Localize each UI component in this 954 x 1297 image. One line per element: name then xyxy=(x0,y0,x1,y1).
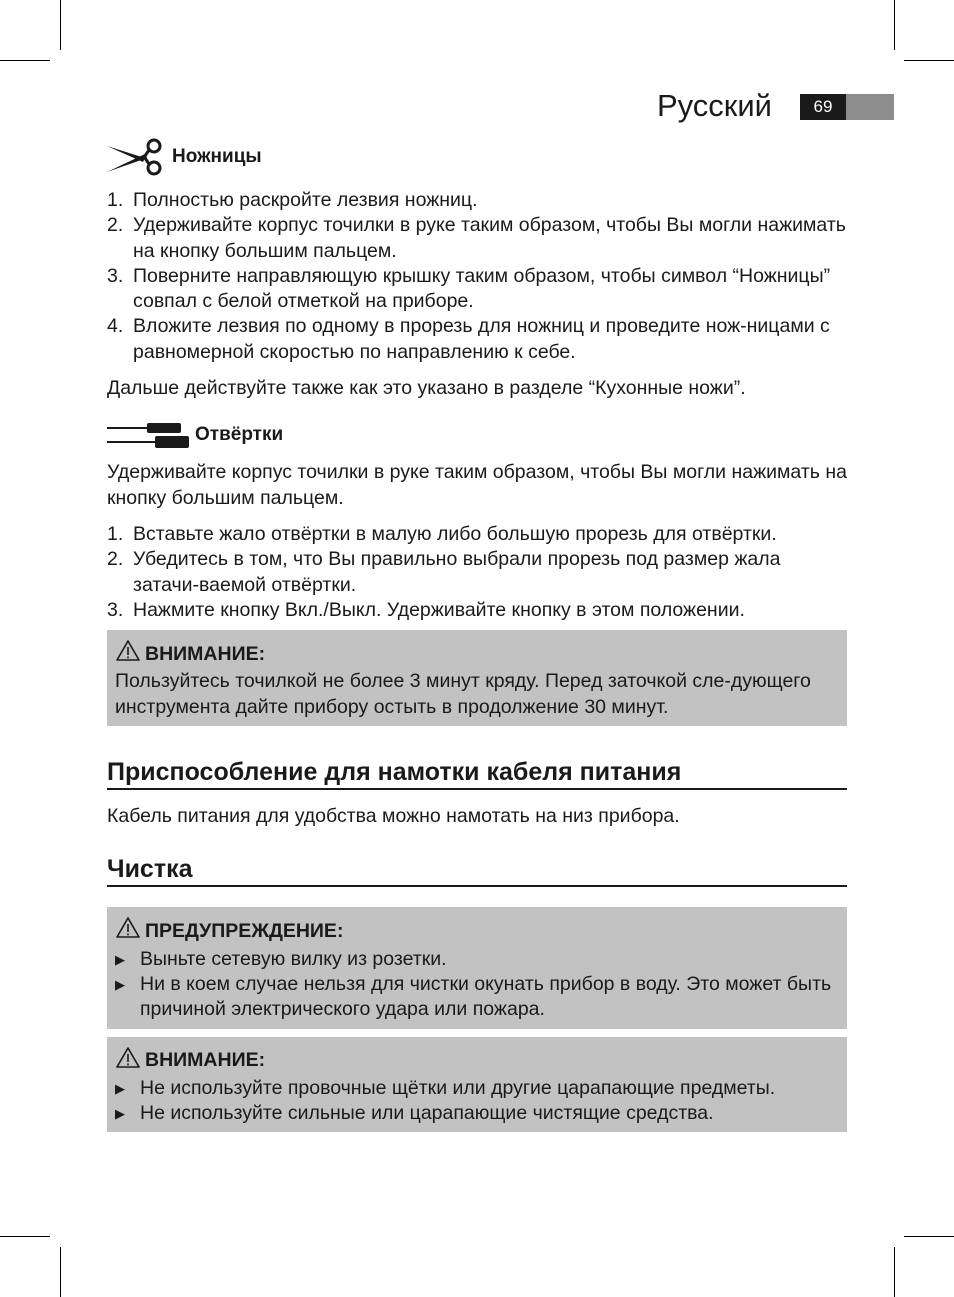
screwdrivers-steps xyxy=(107,522,847,623)
scissors-heading xyxy=(107,136,847,178)
list-item: ▶ Не используйте провочные щётки или другие царапающие предметы. xyxy=(115,1076,839,1101)
cable-section-title: Приспособление для намотки кабеля питания xyxy=(107,757,847,790)
scissors-steps xyxy=(107,188,847,365)
warning-triangle-icon xyxy=(115,1046,145,1076)
crop-mark xyxy=(0,60,50,61)
scissors-note: Дальше действуйте также как это указано в разделе “Кухонные ножи”. xyxy=(107,377,746,400)
warning-triangle-icon xyxy=(115,916,145,946)
page-language-title: Русский xyxy=(656,88,772,123)
caution-text: Пользуйтесь точилкой не более 3 минут кряду. Перед заточкой сле-дующего инструмента дайте прибору остыть в продолжение 30 минут. xyxy=(115,670,811,718)
bullet-arrow-icon: ▶ xyxy=(115,1080,125,1096)
bullet-arrow-icon: ▶ xyxy=(115,1106,125,1122)
caution-box xyxy=(107,1037,847,1133)
list-item: 2. Убедитесь в том, что Вы правильно выбрали прорезь под размер жала затачи-ваемой отвёртки. xyxy=(107,548,781,596)
caution-title: ВНИМАНИЕ: xyxy=(115,639,839,669)
crop-mark xyxy=(904,1236,954,1237)
page-number-bar xyxy=(846,94,894,120)
caution-title: ВНИМАНИЕ: xyxy=(115,1046,839,1076)
scissors-icon xyxy=(107,136,167,178)
list-item: 2. Удерживайте корпус точилки в руке таким образом, чтобы Вы могли нажимать на кнопку большим пальцем. xyxy=(107,214,846,262)
list-item: 3. Поверните направляющую крышку таким образом, чтобы символ “Ножницы” совпал с белой отметкой на приборе. xyxy=(107,264,831,313)
screwdrivers-icon xyxy=(107,417,191,451)
warning-box xyxy=(107,907,847,1028)
list-item: 3. Нажмите кнопку Вкл./Выкл. Удерживайте кнопку в этом положении. xyxy=(107,598,745,621)
cleaning-section-title: Чистка xyxy=(107,854,847,887)
list-item: 1. Вставьте жало отвёртки в малую либо большую прорезь для отвёртки. xyxy=(107,522,777,545)
crop-mark xyxy=(894,0,895,50)
list-item: 1. Полностью раскройте лезвия ножниц. xyxy=(107,189,478,211)
warning-title: ПРЕДУПРЕЖДЕНИЕ: xyxy=(115,916,839,946)
screwdrivers-heading-label: Отвёртки xyxy=(195,423,284,445)
bullet-arrow-icon: ▶ xyxy=(115,976,125,992)
crop-mark xyxy=(0,1236,50,1237)
screwdrivers-heading xyxy=(107,417,847,451)
caution-box xyxy=(107,630,847,726)
warning-triangle-icon xyxy=(115,639,145,669)
screwdrivers-intro: Удерживайте корпус точилки в руке таким образом, чтобы Вы могли нажимать на кнопку большим пальцем. xyxy=(107,461,847,509)
crop-mark xyxy=(904,60,954,61)
page-content xyxy=(107,130,847,1132)
bullet-arrow-icon: ▶ xyxy=(115,951,125,967)
scissors-heading-label: Ножницы xyxy=(172,146,262,168)
page-number: 69 xyxy=(800,94,846,120)
cable-section-text: Кабель питания для удобства можно намотать на низ прибора. xyxy=(107,805,680,828)
warning-list xyxy=(115,947,839,1023)
list-item: ▶ Ни в коем случае нельзя для чистки окунать прибор в воду. Это может быть причиной электрического удара или пожара. xyxy=(115,972,839,1023)
crop-mark xyxy=(60,0,61,50)
caution-list xyxy=(115,1076,839,1127)
list-item: 4. Вложите лезвия по одному в прорезь для ножниц и проведите нож-ницами с равномерной скоростью по направлению к себе. xyxy=(107,315,830,363)
list-item: ▶ Выньте сетевую вилку из розетки. xyxy=(115,947,839,972)
list-item: ▶ Не используйте сильные или царапающие чистящие средства. xyxy=(115,1101,839,1126)
crop-mark xyxy=(894,1247,895,1297)
crop-mark xyxy=(60,1247,61,1297)
